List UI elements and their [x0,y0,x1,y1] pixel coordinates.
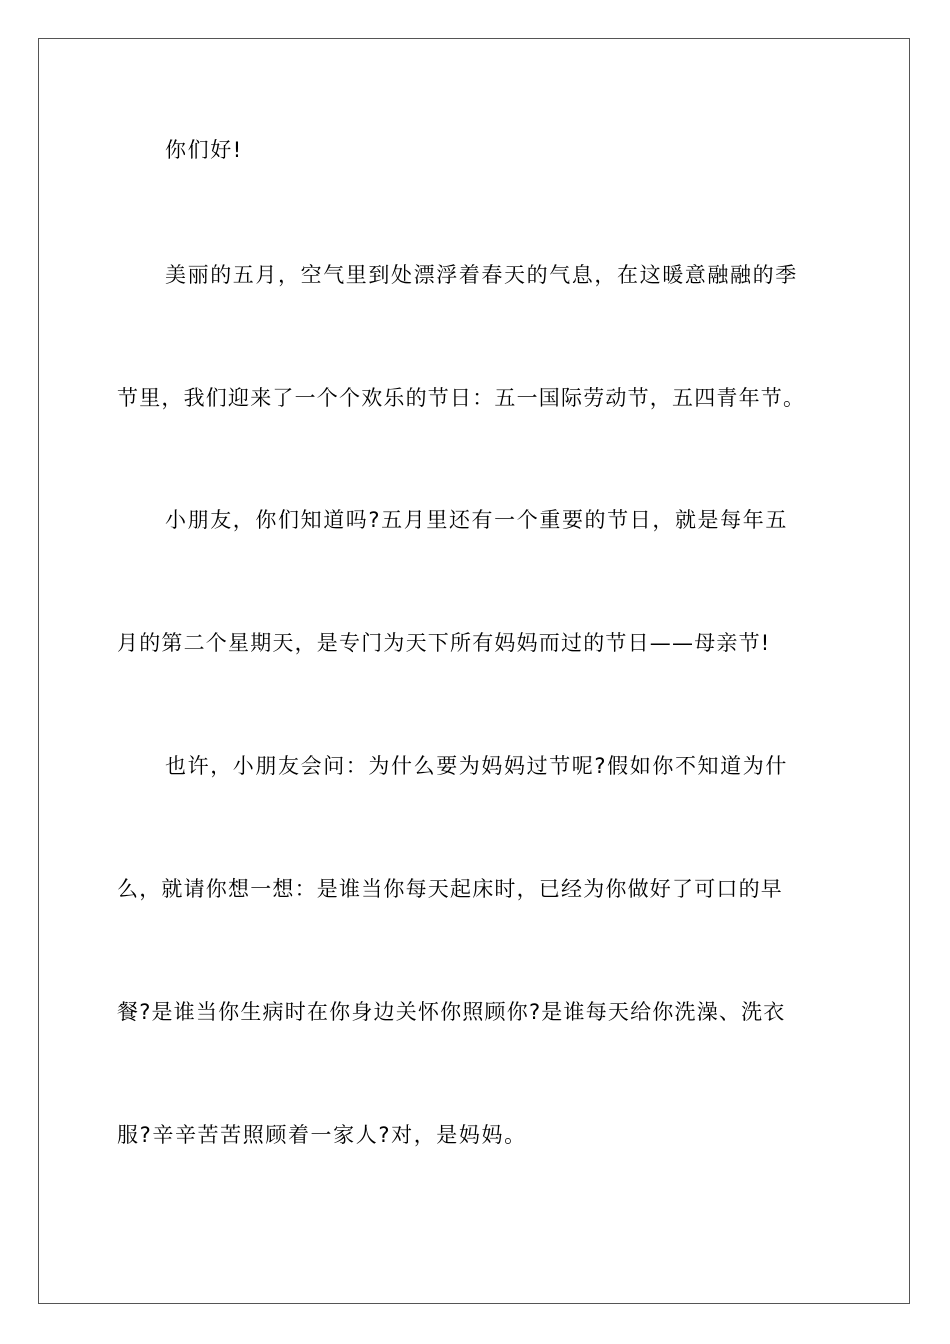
text-line-paragraph3-line4: 服?辛辛苦苦照顾着一家人?对，是妈妈。 [117,1123,527,1147]
text-line-greeting: 你们好! [165,138,243,162]
text-line-paragraph1-line2: 节里，我们迎来了一个个欢乐的节日：五一国际劳动节，五四青年节。 [117,386,806,410]
text-line-paragraph3-line1: 也许，小朋友会问：为什么要为妈妈过节呢?假如你不知道为什 [165,754,788,778]
text-line-paragraph1-line1: 美丽的五月，空气里到处漂浮着春天的气息，在这暖意融融的季 [165,263,798,287]
page-border [38,38,910,1304]
text-line-paragraph3-line2: 么，就请你想一想：是谁当你每天起床时，已经为你做好了可口的早 [117,877,783,901]
text-line-paragraph2-line1: 小朋友，你们知道吗?五月里还有一个重要的节日，就是每年五 [165,508,788,532]
text-line-paragraph3-line3: 餐?是谁当你生病时在你身边关怀你照顾你?是谁每天给你洗澡、洗衣 [117,1000,786,1024]
text-line-paragraph2-line2: 月的第二个星期天，是专门为天下所有妈妈而过的节日——母亲节! [117,631,771,655]
